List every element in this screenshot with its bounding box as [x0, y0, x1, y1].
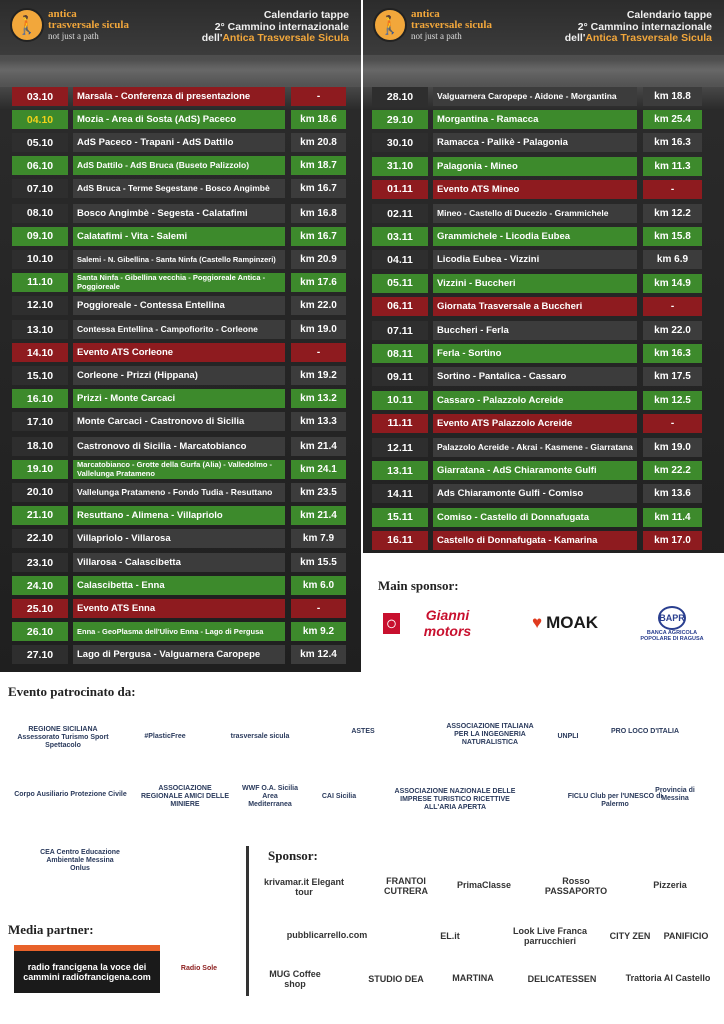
logo-line3: not just a path: [411, 30, 462, 41]
stage-date: 13.11: [372, 461, 428, 480]
stage-route: AdS Paceco - Trapani - AdS Dattilo: [73, 133, 285, 152]
patronage-label: Evento patrocinato da:: [8, 684, 136, 699]
stage-date: 04.11: [372, 250, 428, 269]
stage-route: AdS Bruca - Terme Segestane - Bosco Angimbè: [73, 179, 285, 198]
sponsor-name: CITY ZEN: [609, 931, 651, 941]
patron-logo[interactable]: [240, 770, 300, 824]
stage-route: Ferla - Sortino: [433, 344, 637, 363]
media-name: Radio Sole: [180, 964, 218, 972]
stage-row: [12, 460, 346, 479]
stage-distance: -: [643, 297, 702, 316]
stage-row: [12, 529, 346, 548]
stage-distance: km 17.0: [643, 531, 702, 550]
sponsor-logo[interactable]: [410, 922, 490, 950]
sponsor-name: Rosso PASSAPORTO: [544, 876, 608, 896]
landscape-image: [363, 55, 724, 87]
title-line3-highlight: Antica Trasversale Sicula: [585, 32, 712, 44]
stage-route: Salemi - N. Gibellina - Santa Ninfa (Castello Rampinzeri): [73, 250, 285, 269]
stage-route: Marsala - Conferenza di presentazione: [73, 87, 285, 106]
stage-distance: km 14.9: [643, 274, 702, 293]
sponsor-logo[interactable]: [258, 924, 396, 946]
patron-name: UNPLI: [557, 733, 579, 740]
stage-route: Lago di Pergusa - Valguarnera Caropepe: [73, 645, 285, 664]
title-line2: 2° Cammino internazionale: [577, 20, 712, 33]
sponsor-name: MARTINA: [452, 973, 494, 983]
stage-date: 10.11: [372, 391, 428, 410]
calendar-title: [202, 10, 349, 45]
sponsor-name: Gianni motors: [423, 607, 472, 639]
stage-distance: km 13.3: [291, 412, 346, 431]
patron-name: ASTES: [351, 728, 375, 735]
stage-row: [372, 204, 702, 223]
stage-route: Poggioreale - Contessa Entellina: [73, 296, 285, 315]
stage-distance: km 13.6: [643, 484, 702, 503]
stage-distance: km 23.5: [291, 483, 346, 502]
stage-route: Corleone - Prizzi (Hippana): [73, 366, 285, 385]
stage-date: 29.10: [372, 110, 428, 129]
stage-date: 26.10: [12, 622, 68, 641]
stage-route: Contessa Entellina - Campofiorito - Corleone: [73, 320, 285, 339]
stage-row: [12, 553, 346, 572]
stage-route: Palazzolo Acreide - Akrai - Kasmene - Giarratana: [433, 438, 637, 457]
stage-distance: -: [291, 87, 346, 106]
stage-date: 09.10: [12, 227, 68, 246]
sponsor-logo[interactable]: [448, 860, 520, 910]
stage-date: 31.10: [372, 157, 428, 176]
stage-route: Ads Chiaramonte Gulfi - Comiso: [433, 484, 637, 503]
stage-route: Giarratana - AdS Chiaramonte Gulfi: [433, 461, 637, 480]
stage-route: Sortino - Pantalica - Cassaro: [433, 367, 637, 386]
stage-date: 22.10: [12, 529, 68, 548]
sponsor-logo[interactable]: [352, 962, 440, 996]
stage-row: [372, 180, 702, 199]
stage-route: Morgantina - Ramacca: [433, 110, 637, 129]
stage-route: Giornata Trasversale a Buccheri: [433, 297, 637, 316]
media-radio-sole[interactable]: [176, 940, 222, 996]
patron-logo[interactable]: [140, 770, 230, 824]
stage-date: 07.10: [12, 179, 68, 198]
stage-date: 04.10: [12, 110, 68, 129]
logo-line1: antica: [411, 7, 440, 20]
stage-route: Resuttano - Alimena - Villapriolo: [73, 506, 285, 525]
stage-route: Enna - GeoPlasma dell'Ulivo Enna - Lago di Pergusa: [73, 622, 285, 641]
stage-date: 07.11: [372, 321, 428, 340]
stage-route: Ramacca - Palikè - Palagonia: [433, 133, 637, 152]
patron-name: ASSOCIAZIONE ITALIANA PER LA INGEGNERIA NATURALISTICA: [446, 723, 534, 746]
stage-route: Castronovo di Sicilia - Marcatobianco: [73, 437, 285, 456]
patron-name: CEA Centro Educazione Ambientale Messina Onlus: [40, 849, 120, 872]
stage-route: Evento ATS Enna: [73, 599, 285, 618]
stage-row: [372, 367, 702, 386]
sponsor-name: krivamar.it Elegant tour: [263, 877, 345, 897]
stage-date: 01.11: [372, 180, 428, 199]
patron-name: ASSOCIAZIONE REGIONALE AMICI DELLE MINIERE: [140, 785, 230, 808]
sponsor-gianni-motors[interactable]: [383, 604, 491, 642]
stage-route: Buccheri - Ferla: [433, 321, 637, 340]
patron-name: REGIONE SICILIANA Assessorato Turismo Sport Spettacolo: [17, 726, 109, 749]
stage-row: [12, 343, 346, 362]
stage-route: Santa Ninfa - Gibellina vecchia - Poggioreale Antica - Poggioreale: [73, 273, 285, 292]
stage-date: 02.11: [372, 204, 428, 223]
stage-route: Grammichele - Licodia Eubea: [433, 227, 637, 246]
stage-row: [12, 179, 346, 198]
stage-route: Evento ATS Palazzolo Acreide: [433, 414, 637, 433]
sponsor-logo[interactable]: [664, 916, 708, 956]
title-line1: Calendario tappe: [263, 9, 349, 21]
stage-date: 14.10: [12, 343, 68, 362]
sponsor-moak[interactable]: [516, 608, 614, 638]
stage-distance: km 16.3: [643, 344, 702, 363]
stage-distance: km 22.2: [643, 461, 702, 480]
media-radio-francigena[interactable]: [14, 945, 160, 993]
stage-distance: -: [643, 180, 702, 199]
sponsor-name: Trattoria Al Castello: [625, 973, 711, 983]
stage-distance: km 6.9: [643, 250, 702, 269]
sponsor-name: PrimaClasse: [456, 880, 512, 890]
stage-date: 08.11: [372, 344, 428, 363]
media-name: radio francigena la voce dei cammini radiofrancigena.com: [23, 962, 151, 982]
patron-logo[interactable]: [225, 712, 295, 762]
stage-distance: km 12.4: [291, 645, 346, 664]
stage-date: 03.10: [12, 87, 68, 106]
stage-distance: km 22.0: [643, 321, 702, 340]
landscape-image: [0, 55, 361, 87]
stage-distance: km 19.2: [291, 366, 346, 385]
stage-date: 11.10: [12, 273, 68, 292]
stage-row: [372, 250, 702, 269]
ats-logo: [10, 8, 129, 42]
sponsor-label: Sponsor:: [268, 848, 318, 863]
stage-date: 14.11: [372, 484, 428, 503]
stage-distance: km 13.2: [291, 389, 346, 408]
sponsor-name: EL.it: [440, 931, 460, 941]
stage-row: [372, 484, 702, 503]
patron-logo[interactable]: [40, 836, 120, 886]
stage-row: [372, 110, 702, 129]
stage-distance: km 19.0: [643, 438, 702, 457]
stage-date: 10.10: [12, 250, 68, 269]
stage-distance: km 22.0: [291, 296, 346, 315]
stage-route: Calascibetta - Enna: [73, 576, 285, 595]
stage-distance: km 16.8: [291, 204, 346, 223]
sponsor-logo[interactable]: [630, 870, 710, 900]
walker-icon: 🚶: [373, 8, 407, 42]
logo-line1: antica: [48, 7, 77, 20]
stage-row: [12, 273, 346, 292]
stage-row: [12, 645, 346, 664]
stage-route: Evento ATS Corleone: [73, 343, 285, 362]
sponsor-logo[interactable]: [262, 962, 328, 996]
stage-row: [12, 483, 346, 502]
patron-logo[interactable]: [125, 710, 205, 764]
stage-distance: km 15.8: [643, 227, 702, 246]
stage-row: [372, 297, 702, 316]
stage-route: AdS Dattilo - AdS Bruca (Buseto Palizzolo): [73, 156, 285, 175]
stage-route: Prizzi - Monte Carcaci: [73, 389, 285, 408]
calendar-panel-left: [0, 0, 361, 672]
stage-row: [372, 274, 702, 293]
walker-icon: 🚶: [10, 8, 44, 42]
stage-row: [372, 438, 702, 457]
stage-route: Bosco Angimbè - Segesta - Calatafimi: [73, 204, 285, 223]
patron-logo[interactable]: [385, 782, 525, 818]
stage-date: 05.10: [12, 133, 68, 152]
stage-distance: -: [291, 599, 346, 618]
stage-date: 15.10: [12, 366, 68, 385]
stage-date: 16.11: [372, 531, 428, 550]
patron-logo[interactable]: [440, 710, 540, 760]
patron-logo[interactable]: [8, 716, 118, 760]
patron-logo[interactable]: [548, 712, 588, 762]
stage-row: [12, 412, 346, 431]
stage-route: Villarosa - Calascibetta: [73, 553, 285, 572]
stage-distance: km 11.4: [643, 508, 702, 527]
ats-logo: [373, 8, 492, 42]
sponsor-logo[interactable]: [258, 870, 350, 904]
logo-line3: not just a path: [48, 30, 99, 41]
patron-logo[interactable]: [8, 775, 133, 815]
title-line3-prefix: dell': [564, 32, 586, 44]
patron-name: trasversale sicula: [230, 733, 290, 740]
media-partner-label: Media partner:: [8, 922, 94, 937]
stage-distance: km 20.9: [291, 250, 346, 269]
stage-date: 21.10: [12, 506, 68, 525]
stage-row: [372, 133, 702, 152]
stage-date: 12.10: [12, 296, 68, 315]
stage-row: [12, 204, 346, 223]
stage-date: 06.10: [12, 156, 68, 175]
stage-row: [12, 250, 346, 269]
stage-distance: km 9.2: [291, 622, 346, 641]
title-line1: Calendario tappe: [626, 9, 712, 21]
logo-line2: trasversale sicula: [411, 18, 492, 31]
stage-date: 15.11: [372, 508, 428, 527]
stage-distance: km 21.4: [291, 506, 346, 525]
patron-logo[interactable]: [310, 770, 368, 824]
stage-distance: -: [291, 343, 346, 362]
stage-date: 20.10: [12, 483, 68, 502]
sponsor-logo[interactable]: [505, 918, 595, 954]
stage-row: [372, 157, 702, 176]
stage-distance: -: [643, 414, 702, 433]
stage-row: [12, 110, 346, 129]
stage-row: [372, 531, 702, 550]
stage-row: [12, 389, 346, 408]
divider-line: [246, 846, 249, 996]
stage-date: 11.11: [372, 414, 428, 433]
flame-icon: ♥: [531, 613, 543, 632]
sponsor-name: MUG Coffee shop: [269, 969, 321, 989]
sponsor-logo[interactable]: [624, 962, 712, 994]
stage-row: [12, 506, 346, 525]
main-sponsor-label: Main sponsor:: [378, 578, 459, 593]
stage-row: [12, 599, 346, 618]
stage-row: [372, 391, 702, 410]
patron-name: PRO LOCO D'ITALIA: [610, 728, 680, 735]
stage-route: Palagonia - Mineo: [433, 157, 637, 176]
patron-name: Provincia di Messina: [655, 787, 695, 802]
stage-route: Mineo - Castello di Ducezio - Grammichele: [433, 204, 637, 223]
stage-route: Valguarnera Caropepe - Aidone - Morgantina: [433, 87, 637, 106]
stage-row: [12, 437, 346, 456]
stage-date: 09.11: [372, 367, 428, 386]
sponsor-name: Pizzeria: [653, 880, 687, 890]
patron-name: CAI Sicilia: [321, 793, 357, 800]
stage-date: 17.10: [12, 412, 68, 431]
sponsor-bapr[interactable]: [638, 602, 706, 646]
stage-row: [372, 227, 702, 246]
stage-distance: km 20.8: [291, 133, 346, 152]
stage-route: Marcatobianco - Grotte della Gurfa (Alia) - Valledolmo - Vallelunga Pratameno: [73, 460, 285, 479]
stage-date: 19.10: [12, 460, 68, 479]
stage-row: [372, 87, 702, 106]
stage-route: Vizzini - Buccheri: [433, 274, 637, 293]
stage-distance: km 19.0: [291, 320, 346, 339]
sponsor-name: STUDIO DEA: [368, 974, 424, 984]
stage-route: Evento ATS Mineo: [433, 180, 637, 199]
stage-route: Calatafimi - Vita - Salemi: [73, 227, 285, 246]
stage-row: [372, 461, 702, 480]
stage-route: Cassaro - Palazzolo Acreide: [433, 391, 637, 410]
stage-distance: km 17.6: [291, 273, 346, 292]
stage-date: 27.10: [12, 645, 68, 664]
title-line3-prefix: dell': [201, 32, 223, 44]
stage-distance: km 16.7: [291, 179, 346, 198]
patron-name: WWF O.A. Sicilia Area Mediterranea: [241, 785, 298, 808]
stage-route: Licodia Eubea - Vizzini: [433, 250, 637, 269]
stage-date: 25.10: [12, 599, 68, 618]
stage-date: 06.11: [372, 297, 428, 316]
stage-distance: km 6.0: [291, 576, 346, 595]
sponsor-name: PANIFICIO: [664, 931, 708, 941]
stage-distance: km 24.1: [291, 460, 346, 479]
stage-row: [12, 576, 346, 595]
stage-distance: km 16.7: [291, 227, 346, 246]
stage-date: 30.10: [372, 133, 428, 152]
stage-row: [12, 320, 346, 339]
stage-row: [12, 622, 346, 641]
sponsor-logo[interactable]: [536, 870, 616, 902]
stage-distance: km 18.8: [643, 87, 702, 106]
patron-logo[interactable]: [652, 772, 698, 818]
sponsor-logo[interactable]: [372, 864, 440, 908]
stage-distance: km 17.5: [643, 367, 702, 386]
stage-row: [372, 508, 702, 527]
sponsor-name: BANCA AGRICOLA POPOLARE DI RAGUSA: [640, 630, 704, 642]
stage-row: [12, 366, 346, 385]
stage-distance: km 12.5: [643, 391, 702, 410]
stage-date: 12.11: [372, 438, 428, 457]
sponsor-name: FRANTOI CUTRERA: [384, 876, 428, 896]
stage-route: Castello di Donnafugata - Kamarina: [433, 531, 637, 550]
calendar-title: [565, 10, 712, 45]
stage-row: [372, 344, 702, 363]
title-line3-highlight: Antica Trasversale Sicula: [222, 32, 349, 44]
stage-distance: km 15.5: [291, 553, 346, 572]
title-line2: 2° Cammino internazionale: [214, 20, 349, 33]
stage-distance: km 7.9: [291, 529, 346, 548]
sponsor-name: pubblicarrello.com: [286, 930, 368, 940]
stage-row: [12, 87, 346, 106]
stage-row: [12, 156, 346, 175]
nissan-badge-icon: ◯: [383, 613, 400, 634]
stage-row: [372, 414, 702, 433]
stage-date: 28.10: [372, 87, 428, 106]
sponsor-name: DELICATESSEN: [527, 974, 597, 984]
stage-distance: km 18.6: [291, 110, 346, 129]
sponsor-logo[interactable]: [510, 966, 614, 992]
stage-row: [12, 296, 346, 315]
patron-logo[interactable]: [318, 712, 408, 752]
stage-date: 05.11: [372, 274, 428, 293]
bapr-logo-icon: BAPR: [658, 606, 686, 630]
stage-route: Mozia - Area di Sosta (AdS) Paceco: [73, 110, 285, 129]
stage-route: Villapriolo - Villarosa: [73, 529, 285, 548]
stage-row: [372, 321, 702, 340]
sponsor-logo[interactable]: [605, 922, 655, 950]
stage-date: 24.10: [12, 576, 68, 595]
patron-name: Corpo Ausiliario Protezione Civile: [14, 791, 127, 798]
stage-date: 23.10: [12, 553, 68, 572]
stage-date: 08.10: [12, 204, 68, 223]
stage-date: 18.10: [12, 437, 68, 456]
stage-row: [12, 133, 346, 152]
calendar-panel-right: [363, 0, 724, 553]
sponsor-logo[interactable]: [452, 956, 494, 1000]
stage-date: 16.10: [12, 389, 68, 408]
logo-line2: trasversale sicula: [48, 18, 129, 31]
stage-route: Vallelunga Pratameno - Fondo Tudia - Resuttano: [73, 483, 285, 502]
stage-date: 03.11: [372, 227, 428, 246]
stage-distance: km 12.2: [643, 204, 702, 223]
stage-distance: km 16.3: [643, 133, 702, 152]
stage-distance: km 21.4: [291, 437, 346, 456]
patron-name: ASSOCIAZIONE NAZIONALE DELLE IMPRESE TURISTICO RICETTIVE ALL'ARIA APERTA: [394, 788, 516, 811]
stage-date: 13.10: [12, 320, 68, 339]
stage-distance: km 11.3: [643, 157, 702, 176]
sponsor-name: Look Live Franca parrucchieri: [512, 926, 588, 946]
stage-distance: km 18.7: [291, 156, 346, 175]
stage-row: [12, 227, 346, 246]
stage-route: Monte Carcaci - Castronovo di Sicilia: [73, 412, 285, 431]
patron-logo[interactable]: [590, 712, 700, 752]
stage-route: Comiso - Castello di Donnafugata: [433, 508, 637, 527]
stage-distance: km 25.4: [643, 110, 702, 129]
sponsor-name: MOAK: [546, 613, 599, 632]
patron-name: #PlasticFree: [144, 733, 186, 740]
patron-name: FICLU Club per l'UNESCO di Palermo: [567, 793, 663, 808]
